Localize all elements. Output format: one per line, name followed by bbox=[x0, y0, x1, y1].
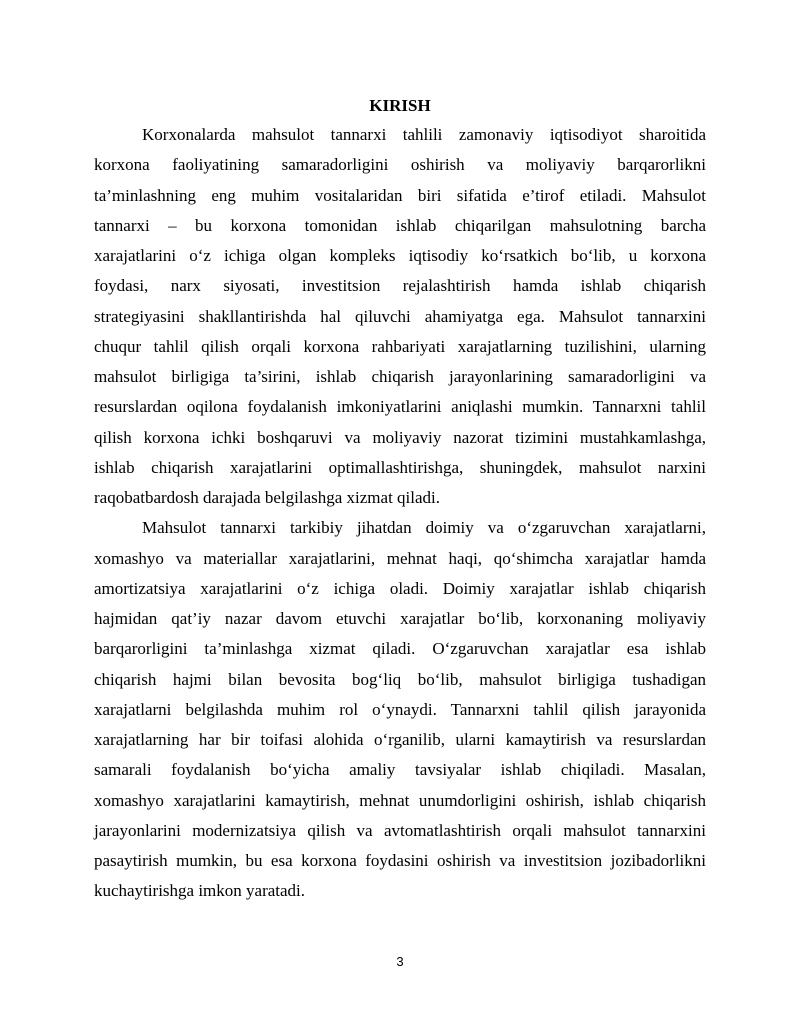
paragraph-line: jarayonlarini modernizatsiya qilish va avtomatlashtirish orqali mahsulot tannarxini bbox=[94, 820, 706, 840]
paragraph-line: amortizatsiya xarajatlarini o‘z ichiga oladi. Doimiy xarajatlar ishlab chiqarish bbox=[94, 578, 706, 598]
paragraph-line: mahsulot birligiga ta’sirini, ishlab chiqarish jarayonlarining samaradorligini va bbox=[94, 367, 706, 386]
paragraph-line: strategiyasini shakllantirishda hal qiluvchi ahamiyatga ega. Mahsulot tannarxini bbox=[94, 306, 706, 326]
paragraph-line: raqobatbardosh darajada belgilashga xizmat qiladi. bbox=[94, 488, 441, 507]
section-heading: KIRISH bbox=[369, 96, 431, 115]
paragraph-line: barqarorligini ta’minlashga xizmat qiladi. O‘zgaruvchan xarajatlar esa ishlab bbox=[94, 639, 706, 659]
paragraph-line: xarajatlarni belgilashda muhim rol o‘ynaydi. Tannarxni tahlil qilish jarayonida bbox=[94, 699, 706, 719]
paragraph bbox=[94, 120, 706, 513]
paragraph-line: ishlab chiqarish xarajatlarini optimallashtirishga, shuningdek, mahsulot narxini bbox=[94, 457, 706, 477]
paragraph-line: resurslardan oqilona foydalanish imkoniyatlarini aniqlashi mumkin. Tannarxni tahlil bbox=[94, 397, 706, 417]
paragraph-line: korxona faoliyatining samaradorligini oshirish va moliyaviy barqarorlikni bbox=[94, 155, 706, 175]
paragraph-line: qilish korxona ichki boshqaruvi va moliyaviy nazorat tizimini mustahkamlashga, bbox=[94, 427, 706, 447]
paragraph-line: xomashyo xarajatlarini kamaytirish, mehnat unumdorligini oshirish, ishlab chiqarish bbox=[94, 790, 706, 810]
paragraph-line: chuqur tahlil qilish orqali korxona rahbariyati xarajatlarning tuzilishini, ularning bbox=[94, 336, 706, 356]
paragraph-line: chiqarish hajmi bilan bevosita bog‘liq bo‘lib, mahsulot birligiga tushadigan bbox=[94, 669, 706, 689]
paragraph-line: xarajatlarini o‘z ichiga olgan kompleks iqtisodiy ko‘rsatkich bo‘lib, u korxona bbox=[94, 246, 706, 265]
paragraph-line: ta’minlashning eng muhim vositalaridan biri sifatida e’tirof etiladi. Mahsulot bbox=[94, 185, 706, 205]
paragraph-line: samarali foydalanish bo‘yicha amaliy tavsiyalar ishlab chiqiladi. Masalan, bbox=[94, 760, 706, 780]
paragraph-line: foydasi, narx siyosati, investitsion rejalashtirish hamda ishlab chiqarish bbox=[94, 276, 706, 296]
paragraph bbox=[94, 513, 706, 906]
paragraph-line: xarajatlarning har bir toifasi alohida o‘rganilib, ularni kamaytirish va resurslardan bbox=[94, 730, 706, 749]
paragraph-line: Mahsulot tannarxi tarkibiy jihatdan doimiy va o‘zgaruvchan xarajatlarni, bbox=[142, 518, 706, 538]
paragraph-line: xomashyo va materiallar xarajatlarini, mehnat haqi, qo‘shimcha xarajatlar hamda bbox=[94, 548, 706, 568]
document-body bbox=[94, 120, 706, 907]
paragraph-line: tannarxi – bu korxona tomonidan ishlab chiqarilgan mahsulotning barcha bbox=[94, 215, 706, 235]
paragraph-line: pasaytirish mumkin, bu esa korxona foydasini oshirish va investitsion jozibadorlikni bbox=[94, 851, 706, 870]
paragraph-line: Korxonalarda mahsulot tannarxi tahlili zamonaviy iqtisodiyot sharoitida bbox=[142, 125, 706, 144]
paragraph-line: kuchaytirishga imkon yaratadi. bbox=[94, 881, 306, 901]
page-number: 3 bbox=[396, 954, 404, 969]
paragraph-line: hajmidan qat’iy nazar davom etuvchi xarajatlar bo‘lib, korxonaning moliyaviy bbox=[94, 609, 706, 628]
